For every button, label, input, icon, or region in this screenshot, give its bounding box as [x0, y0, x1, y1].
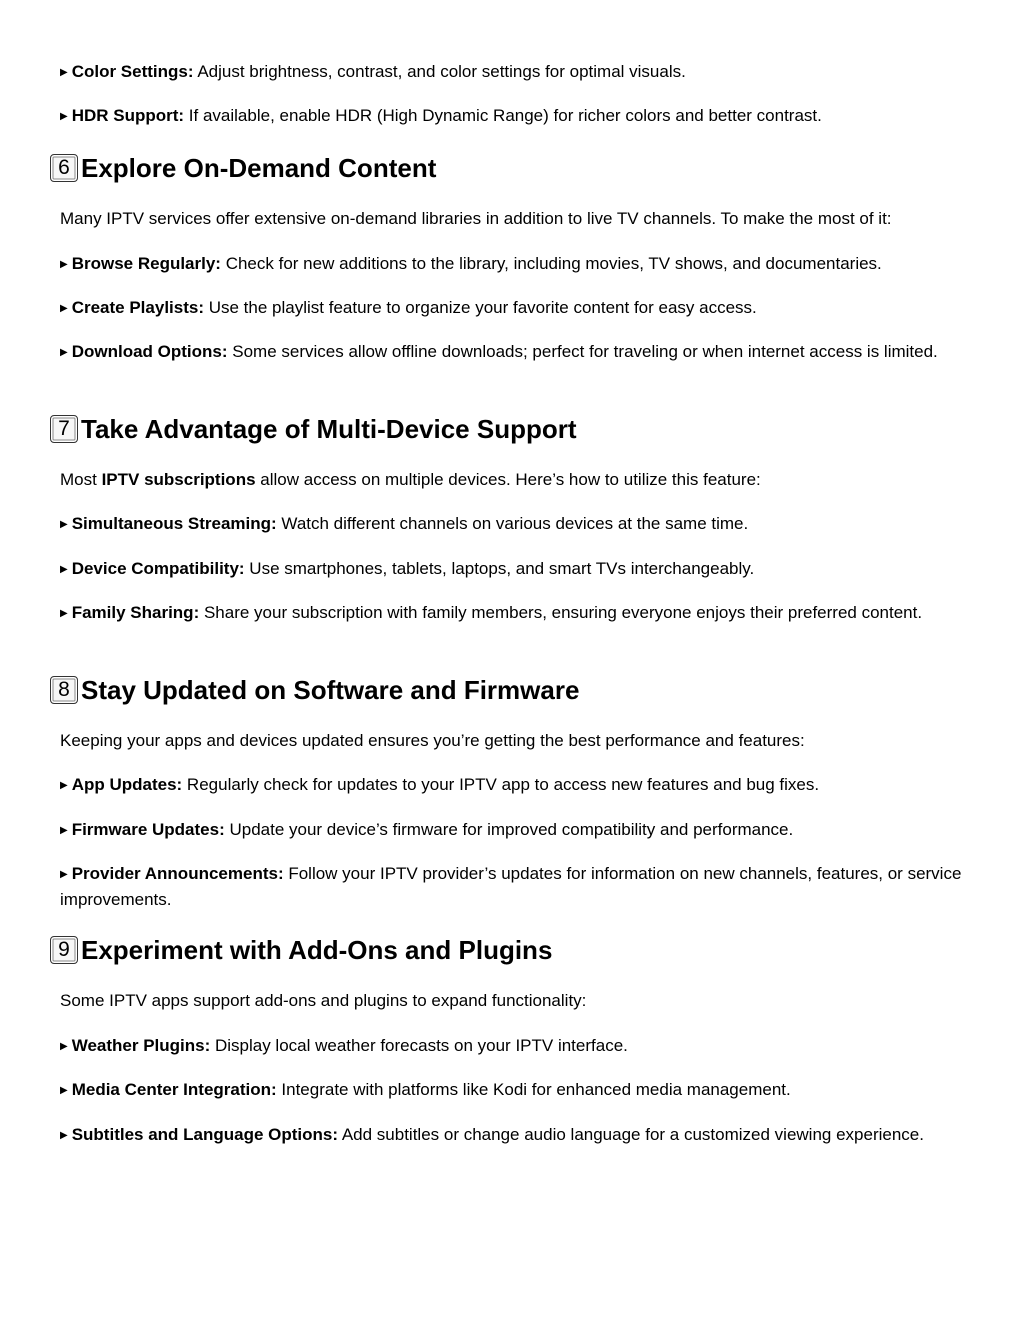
bullet-triangle-icon: ▶ [60, 67, 68, 78]
list-item: ▶ Weather Plugins: Display local weather forecasts on your IPTV interface. [60, 1034, 970, 1060]
number-badge: 9 [50, 936, 78, 964]
section-heading-9 [50, 935, 552, 965]
list-item: ▶ Subtitles and Language Options: Add subtitles or change audio language for a customized viewing experience. [60, 1123, 970, 1149]
section-title: Experiment with Add-Ons and Plugins [81, 934, 553, 965]
bullet-triangle-icon: ▶ [60, 1041, 68, 1052]
section-title: Stay Updated on Software and Firmware [81, 674, 580, 705]
bullet-triangle-icon: ▶ [60, 1085, 68, 1096]
section-intro: Keeping your apps and devices updated ensures you’re getting the best performance and features: [60, 731, 805, 750]
bullet-color-settings: ▶ Color Settings: Adjust brightness, contrast, and color settings for optimal visuals. [60, 60, 970, 86]
section-title: Explore On-Demand Content [81, 152, 437, 183]
list-item: ▶ Firmware Updates: Update your device’s firmware for improved compatibility and performance. [60, 818, 970, 844]
number-badge: 6 [50, 154, 78, 182]
list-item: ▶ Browse Regularly: Check for new additions to the library, including movies, TV shows, and documentaries. [60, 252, 970, 278]
section-heading-7 [50, 414, 577, 444]
list-item: ▶ Device Compatibility: Use smartphones, tablets, laptops, and smart TVs interchangeably. [60, 557, 970, 583]
bullet-triangle-icon: ▶ [60, 259, 68, 270]
section-intro: Some IPTV apps support add-ons and plugins to expand functionality: [60, 991, 587, 1010]
bullet-triangle-icon: ▶ [60, 519, 68, 530]
bullet-triangle-icon: ▶ [60, 564, 68, 575]
bullet-triangle-icon: ▶ [60, 303, 68, 314]
list-item: ▶ Create Playlists: Use the playlist feature to organize your favorite content for easy access. [60, 296, 970, 322]
section-intro: Most IPTV subscriptions allow access on multiple devices. Here’s how to utilize this feature: [60, 470, 761, 489]
list-item: ▶ Provider Announcements: Follow your IPTV provider’s updates for information on new channels, features, or service improvements. [60, 864, 962, 909]
bullet-triangle-icon: ▶ [60, 111, 68, 122]
number-badge: 7 [50, 415, 78, 443]
section-heading-6 [50, 153, 436, 183]
section-heading-8 [50, 675, 579, 705]
list-item: ▶ Simultaneous Streaming: Watch different channels on various devices at the same time. [60, 512, 970, 538]
list-item: ▶ Download Options: Some services allow offline downloads; perfect for traveling or when internet access is limited. [60, 340, 970, 366]
section-intro: Many IPTV services offer extensive on-demand libraries in addition to live TV channels. To make the most of it: [60, 209, 892, 228]
bullet-hdr-support: ▶ HDR Support: If available, enable HDR (High Dynamic Range) for richer colors and better contrast. [60, 104, 970, 130]
bullet-triangle-icon: ▶ [60, 1130, 68, 1141]
section-title: Take Advantage of Multi-Device Support [81, 413, 577, 444]
bullet-triangle-icon: ▶ [60, 780, 68, 791]
list-item: ▶ App Updates: Regularly check for updates to your IPTV app to access new features and bug fixes. [60, 773, 970, 799]
bullet-triangle-icon: ▶ [60, 825, 68, 836]
bullet-triangle-icon: ▶ [60, 347, 68, 358]
list-item: ▶ Family Sharing: Share your subscription with family members, ensuring everyone enjoys their preferred content. [60, 601, 970, 627]
bullet-triangle-icon: ▶ [60, 869, 68, 880]
list-item: ▶ Media Center Integration: Integrate with platforms like Kodi for enhanced media management. [60, 1078, 970, 1104]
number-badge: 8 [50, 676, 78, 704]
bullet-triangle-icon: ▶ [60, 608, 68, 619]
